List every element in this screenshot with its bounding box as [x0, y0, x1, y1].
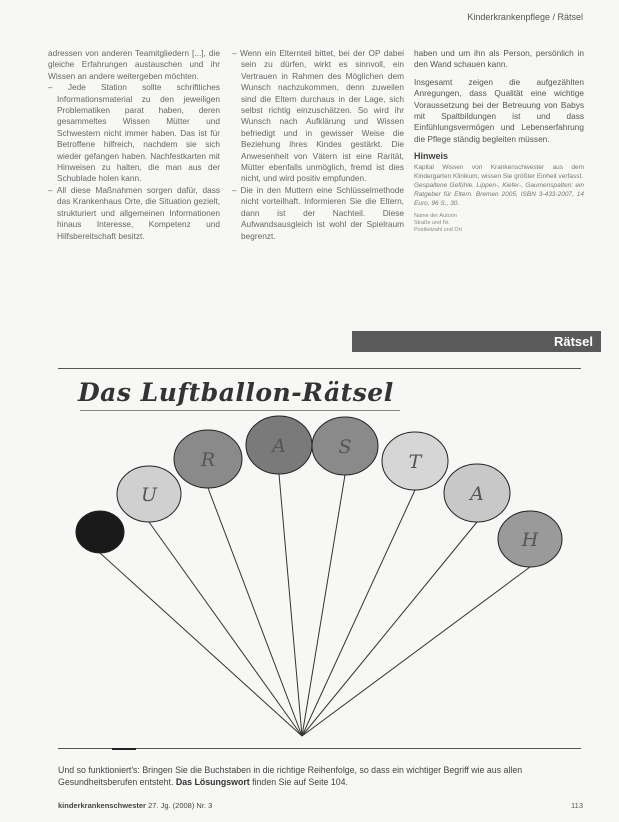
author-address-line: Straße und Nr.	[414, 220, 450, 227]
column1-paragraph: adressen von anderen Teamitgliedern [...], die gleiche Erfahrungen austauschen und ihr Wissen an andere weitergeben möchten.	[48, 48, 220, 81]
balloon-letter: T	[408, 451, 422, 473]
balloon-string	[100, 553, 302, 736]
balloon-string	[302, 567, 530, 736]
divider-bottom	[58, 748, 581, 749]
column2-dash-item: – Die in den Muttern eine Schlüsselmethode nicht vorteilhaft. Informieren Sie die Eltern, dann ist der Nachteil. Diese Aufwandsausgleich ist wohl der Spielraum begrenzt.	[232, 184, 404, 241]
section-label-bar: Rätsel	[352, 331, 601, 352]
balloon-string	[302, 490, 415, 736]
page-number: 113	[571, 801, 583, 810]
balloon-group	[76, 416, 562, 567]
puzzle-title: Das Luftballon-Rätsel	[78, 378, 394, 407]
puzzle-instructions	[58, 764, 598, 788]
column1-dash-item: – Jede Station sollte schriftliches Informationsmaterial zu den jeweiligen Problematiken parat haben, deren gesammeltes Wissen Mütter und Schwestern nicht immer haben. Das ist für Betroffene hilfreich, nachdem sie sich wieder gefangen haben. Nachfestkarten mit Hinweisen zu halten, die man aus der Schublade holen kann.	[48, 82, 220, 184]
balloon-string	[302, 522, 477, 736]
balloon-string	[279, 474, 302, 736]
balloon-string	[149, 522, 302, 736]
hinweis-text: Kapital Wissen von Krankenschwester aus dem Kindergarten Klinikum, wissen Sie größter Einheit verfasst.	[414, 163, 584, 180]
author-address-line: Postleitzahl und Ort	[414, 227, 462, 234]
balloon-string	[302, 475, 345, 736]
column1-dash-item: – All diese Maßnahmen sorgen dafür, dass das Krankenhaus Orte, die Situation gezielt, strukturiert und allgemeinen Informationen hinaus Interesse, Kompetenz und Hilfsbereitschaft besitzt.	[48, 184, 220, 241]
journal-name: kinderkrankenschwester	[58, 801, 146, 810]
balloon	[76, 511, 124, 553]
solution-reference: finden Sie auf Seite 104.	[252, 777, 349, 787]
column2-dash-item: – Wenn ein Elternteil bittet, bei der OP dabei sein zu dürfen, wirkt es sinnvoll, ein Vertrauen in Rahmen des Möglichen dem Wunsch nachzukommen, denn zuweilen sind die Eltern durchaus in der Lage, sich selbst richtig einzuschätzen. So wird ihr Wunsch nach Aufklärung und Wissen befriedigt und in gewisser Weise die Beziehung ihres Kindes gestärkt. Die Anwesenheit von Vätern ist eine Rarität, Mütter ebenfalls unmöglich, fremd ist dies nicht, und wird positiv empfunden.	[232, 48, 404, 184]
balloon-letter: S	[338, 436, 352, 458]
solution-label: Das Lösungswort	[175, 777, 250, 787]
running-head: Kinderkrankenpflege / Rätsel	[467, 12, 583, 22]
balloon-letter: A	[470, 483, 484, 505]
balloon-letter: U	[140, 484, 158, 506]
footer-journal	[58, 801, 212, 810]
author-address-line: Name der Autorin	[414, 212, 457, 219]
hinweis-reference: Gespaltene Gefühle. Lippen-, Kiefer-, Gaumenspalten: ein Ratgeber für Eltern. Bremen 2005, ISBN 3-433-2007, 14 Euro, 96 S., 30.	[414, 181, 584, 207]
column3-paragraph: haben und um ihn als Person, persönlich in den Wand schauen kann.	[414, 48, 584, 70]
hinweis-heading: Hinweis	[414, 151, 449, 162]
balloon-letter: A	[272, 435, 286, 457]
balloon-string	[208, 488, 302, 736]
instructions-text: Und so funktioniert's: Bringen Sie die Buchstaben in die richtige Reihenfolge, so dass ein wichtiger Begriff wie aus allen Gesundheitsberufen entsteht.	[58, 765, 523, 787]
balloon-letter: R	[200, 449, 216, 471]
balloon-letter: H	[521, 529, 539, 551]
column3-paragraph: Insgesamt zeigen die aufgezählten Anregungen, dass Qualität eine wichtige Voraussetzung bei der Betreuung von Babys mit Spaltbildungen ist und dass Einfühlungsvermögen und Lebenserfahrung die Pflege ständig begleiten müssen.	[414, 76, 584, 144]
divider-bottom-accent	[112, 748, 136, 750]
journal-issue: 27. Jg. (2008) Nr. 3	[148, 801, 213, 810]
